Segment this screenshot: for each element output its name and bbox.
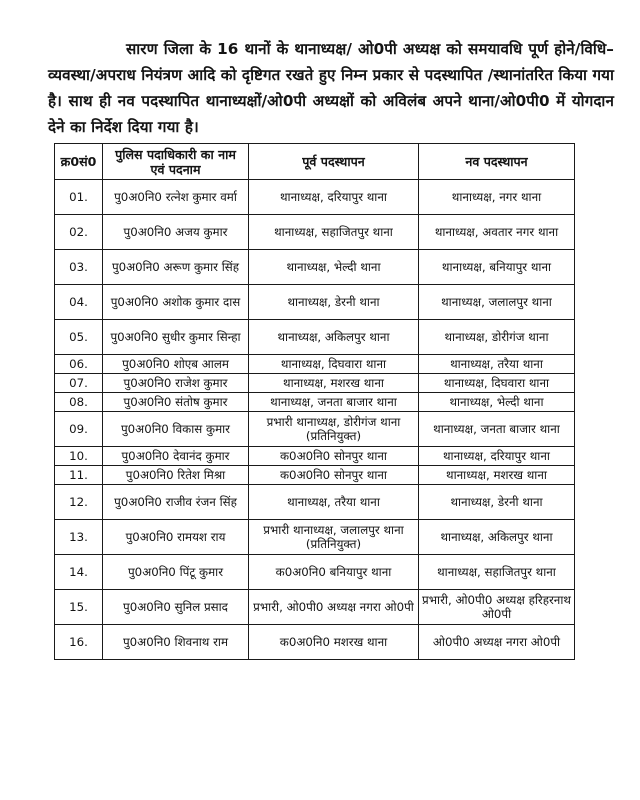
cell-previous-posting: थानाध्यक्ष, दिघवारा थाना [249, 355, 419, 374]
cell-previous-posting: प्रभारी थानाध्यक्ष, जलालपुर थाना (प्रतिनियुक्त) [249, 520, 419, 555]
cell-new-posting: थानाध्यक्ष, जलालपुर थाना [419, 285, 575, 320]
cell-new-posting: ओ0पी0 अध्यक्ष नगरा ओ0पी [419, 625, 575, 660]
cell-officer: पु0अ0नि0 राजेश कुमार [103, 374, 249, 393]
table-row [55, 447, 575, 466]
cell-previous-posting: थानाध्यक्ष, तरैया थाना [249, 485, 419, 520]
cell-previous-posting: थानाध्यक्ष, अकिलपुर थाना [249, 320, 419, 355]
cell-serial: 05. [55, 320, 103, 355]
cell-new-posting: थानाध्यक्ष, नगर थाना [419, 180, 575, 215]
table-row [55, 555, 575, 590]
cell-serial: 09. [55, 412, 103, 447]
header-serial: क्र0सं0 [55, 144, 103, 180]
cell-officer: पु0अ0नि0 सुनिल प्रसाद [103, 590, 249, 625]
cell-new-posting: थानाध्यक्ष, अकिलपुर थाना [419, 520, 575, 555]
table-row [55, 355, 575, 374]
table-row [55, 320, 575, 355]
cell-previous-posting: क0अ0नि0 बनियापुर थाना [249, 555, 419, 590]
cell-officer: पु0अ0नि0 देवानंद कुमार [103, 447, 249, 466]
cell-serial: 14. [55, 555, 103, 590]
cell-officer: पु0अ0नि0 सुधीर कुमार सिन्हा [103, 320, 249, 355]
cell-previous-posting: क0अ0नि0 सोनपुर थाना [249, 466, 419, 485]
table-row [55, 285, 575, 320]
cell-previous-posting: थानाध्यक्ष, डेरनी थाना [249, 285, 419, 320]
table-row [55, 215, 575, 250]
cell-new-posting: थानाध्यक्ष, जनता बाजार थाना [419, 412, 575, 447]
cell-serial: 15. [55, 590, 103, 625]
cell-officer: पु0अ0नि0 संतोष कुमार [103, 393, 249, 412]
cell-new-posting: प्रभारी, ओ0पी0 अध्यक्ष हरिहरनाथ ओ0पी [419, 590, 575, 625]
cell-serial: 10. [55, 447, 103, 466]
intro-paragraph [48, 36, 614, 140]
table-row [55, 393, 575, 412]
cell-new-posting: थानाध्यक्ष, डेरनी थाना [419, 485, 575, 520]
cell-previous-posting: थानाध्यक्ष, दरियापुर थाना [249, 180, 419, 215]
cell-officer: पु0अ0नि0 रत्नेश कुमार वर्मा [103, 180, 249, 215]
cell-previous-posting: थानाध्यक्ष, भेल्दी थाना [249, 250, 419, 285]
table-row [55, 412, 575, 447]
cell-serial: 03. [55, 250, 103, 285]
cell-new-posting: थानाध्यक्ष, अवतार नगर थाना [419, 215, 575, 250]
header-previous-posting: पूर्व पदस्थापन [249, 144, 419, 180]
table-header-row [55, 144, 575, 180]
cell-new-posting: थानाध्यक्ष, डोरीगंज थाना [419, 320, 575, 355]
cell-new-posting: थानाध्यक्ष, दरियापुर थाना [419, 447, 575, 466]
cell-officer: पु0अ0नि0 रितेश मिश्रा [103, 466, 249, 485]
cell-officer: पु0अ0नि0 शिवनाथ राम [103, 625, 249, 660]
cell-serial: 12. [55, 485, 103, 520]
cell-serial: 13. [55, 520, 103, 555]
cell-new-posting: थानाध्यक्ष, दिघवारा थाना [419, 374, 575, 393]
header-new-posting: नव पदस्थापन [419, 144, 575, 180]
intro-text: सारण जिला के 16 थानों के थानाध्यक्ष/ ओ0पी अध्यक्ष को समयावधि पूर्ण होने/विधि–व्यवस्था/अपराध नियंत्रण आदि को दृष्टिगत रखते हुए निम्न प्रकार से पदस्थापित /स्थानांतरित किया गया है। साथ ही नव पदस्थापित थानाध्यक्षों/ओ0पी अध्यक्षों को अविलंब अपने थाना/ओ0पी0 में योगदान देने का निर्देश दिया गया है। [48, 40, 614, 136]
cell-officer: पु0अ0नि0 अजय कुमार [103, 215, 249, 250]
cell-previous-posting: क0अ0नि0 सोनपुर थाना [249, 447, 419, 466]
table-row [55, 466, 575, 485]
table-row [55, 485, 575, 520]
cell-officer: पु0अ0नि0 विकास कुमार [103, 412, 249, 447]
cell-previous-posting: थानाध्यक्ष, मशरख थाना [249, 374, 419, 393]
cell-new-posting: थानाध्यक्ष, मशरख थाना [419, 466, 575, 485]
table-row [55, 180, 575, 215]
cell-previous-posting: थानाध्यक्ष, जनता बाजार थाना [249, 393, 419, 412]
cell-serial: 06. [55, 355, 103, 374]
cell-new-posting: थानाध्यक्ष, सहाजितपुर थाना [419, 555, 575, 590]
table-row [55, 625, 575, 660]
cell-serial: 04. [55, 285, 103, 320]
cell-officer: पु0अ0नि0 शोएब आलम [103, 355, 249, 374]
cell-officer: पु0अ0नि0 राजीव रंजन सिंह [103, 485, 249, 520]
cell-officer: पु0अ0नि0 रामयश राय [103, 520, 249, 555]
cell-previous-posting: प्रभारी, ओ0पी0 अध्यक्ष नगरा ओ0पी [249, 590, 419, 625]
cell-serial: 08. [55, 393, 103, 412]
cell-serial: 16. [55, 625, 103, 660]
cell-serial: 07. [55, 374, 103, 393]
table-row [55, 590, 575, 625]
cell-previous-posting: प्रभारी थानाध्यक्ष, डोरीगंज थाना (प्रतिनियुक्त) [249, 412, 419, 447]
table-row [55, 374, 575, 393]
cell-new-posting: थानाध्यक्ष, तरैया थाना [419, 355, 575, 374]
cell-serial: 11. [55, 466, 103, 485]
cell-serial: 02. [55, 215, 103, 250]
cell-officer: पु0अ0नि0 अशोक कुमार दास [103, 285, 249, 320]
cell-serial: 01. [55, 180, 103, 215]
cell-officer: पु0अ0नि0 पिंटू कुमार [103, 555, 249, 590]
cell-officer: पु0अ0नि0 अरूण कुमार सिंह [103, 250, 249, 285]
table-row [55, 250, 575, 285]
header-officer: पुलिस पदाधिकारी का नाम एवं पदनाम [103, 144, 249, 180]
table-row [55, 520, 575, 555]
cell-new-posting: थानाध्यक्ष, बनियापुर थाना [419, 250, 575, 285]
cell-previous-posting: थानाध्यक्ष, सहाजितपुर थाना [249, 215, 419, 250]
cell-previous-posting: क0अ0नि0 मशरख थाना [249, 625, 419, 660]
transfer-table [54, 143, 575, 660]
cell-new-posting: थानाध्यक्ष, भेल्दी थाना [419, 393, 575, 412]
